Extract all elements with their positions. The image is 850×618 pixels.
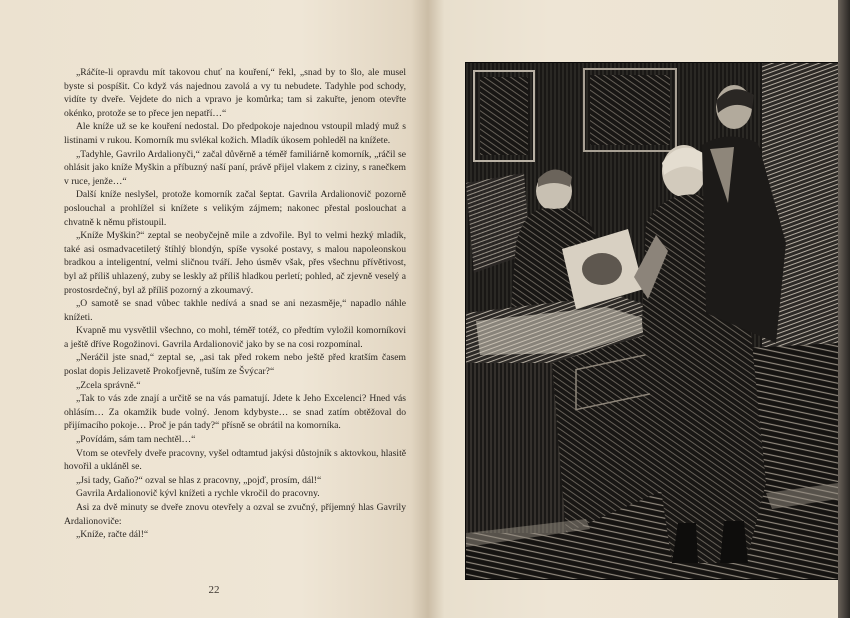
paragraph: „Ráčíte-li opravdu mít takovou chuť na kouření,“ řekl, „snad by to šlo, ale musel byste si pospíšit. Co když vás najednou zavolá a vy tu nebudete. Tadyhle pod schody, vidíte ty dveře. Vejdete do nich a vpravo je komůrka; tam si zakuřte, jenom otevřte okénko, protože se to přece jen nepatří…“ (64, 67, 406, 119)
paragraph: Gavrila Ardalionovič kývl knížeti a rychle vkročil do pracovny. (76, 488, 320, 500)
paragraph: Kvapně mu vysvětlil všechno, co mohl, téměř totéž, co předtím vyložil komorníkovi a ještě dříve Rogožinovi. Gavrila Ardalionovič jako by se na cosi rozpomínal. (64, 325, 406, 350)
paragraph: „Tak to vás zde znají a určitě se na vás pamatují. Jdete k Jeho Excelenci? Hned vás ohlásím… Za okamžik bude volný. Jenom kdybyste… se snad zatím obtěžoval do přijímacího pokoje… Proč je pán tady?“ přísně se obrátil na komorníka. (64, 393, 406, 432)
paragraph: Ale kníže už se ke kouření nedostal. Do předpokoje najednou vstoupil mladý muž s listinami v rukou. Komorník mu svlékal kožich. Mladík úkosem pohleděl na knížete. (64, 121, 406, 146)
page-number: 22 (208, 584, 220, 596)
paragraph: „Tadyhle, Gavrilo Ardalionyči,“ začal důvěrně a téměř familiárně komorník, „ráčil se ohlásit jako kníže Myškin a příbuzný naší paní, právě přijel vlakem z ciziny, s ranečkem v ruce, jenže…“ (64, 148, 406, 187)
page-edge-shadow (838, 0, 850, 618)
body-text (64, 66, 406, 542)
paragraph: Asi za dvě minuty se dveře znovu otevřely a ozval se zvučný, příjemný hlas Gavrily Ardalionoviče: (64, 502, 406, 527)
paragraph: „Zcela správně.“ (76, 379, 141, 391)
paragraph: „O samotě se snad vůbec takhle nedívá a snad se ani nezasměje,“ napadlo náhle knížeti. (64, 298, 406, 323)
paragraph: „Kníže Myškin?“ zeptal se neobyčejně mile a zdvořile. Byl to velmi hezký mladík, také asi osmadvacetiletý štíhlý blondýn, spíše vysoké postavy, s malou napoleonskou bradkou a inteligentní, velmi sličnou tváří. Jeho úsměv však, přes všechnu přívětivost, byl až příliš uhlazený, zuby se leskly až příliš hladkou perletí; pohled, ač zjevně veselý a prostosrdečný, byl až příliš pozorný a zkoumavý. (64, 230, 406, 296)
paragraph: „Jsi tady, Gaňo?“ ozval se hlas z pracovny, „pojď, prosím, dál!“ (76, 474, 322, 486)
paragraph: „Neráčil jste snad,“ zeptal se, „asi tak před rokem nebo ještě před kratším časem poslat dopis Jelizavetě Prokofjevně, tuším ze Švýcar?“ (64, 352, 406, 378)
paragraph: Vtom se otevřely dveře pracovny, vyšel odtamtud jakýsi důstojník s aktovkou, hlasitě hovořil a ukláněl se. (64, 447, 406, 473)
paragraph: „Povídám, sám tam nechtěl…“ (76, 434, 196, 446)
right-page (428, 0, 838, 618)
paragraph: „Kníže, račte dál!“ (76, 529, 149, 541)
woodcut-illustration (466, 63, 838, 579)
woodcut-image (466, 63, 838, 579)
paragraph: Další kníže neslyšel, protože komorník začal šeptat. Gavrila Ardalionovič pozorně poslouchal a prohlížel si knížete s velikým zájmem; nakonec přestal poslouchat a chvatně k němu přistoupil. (64, 189, 406, 228)
